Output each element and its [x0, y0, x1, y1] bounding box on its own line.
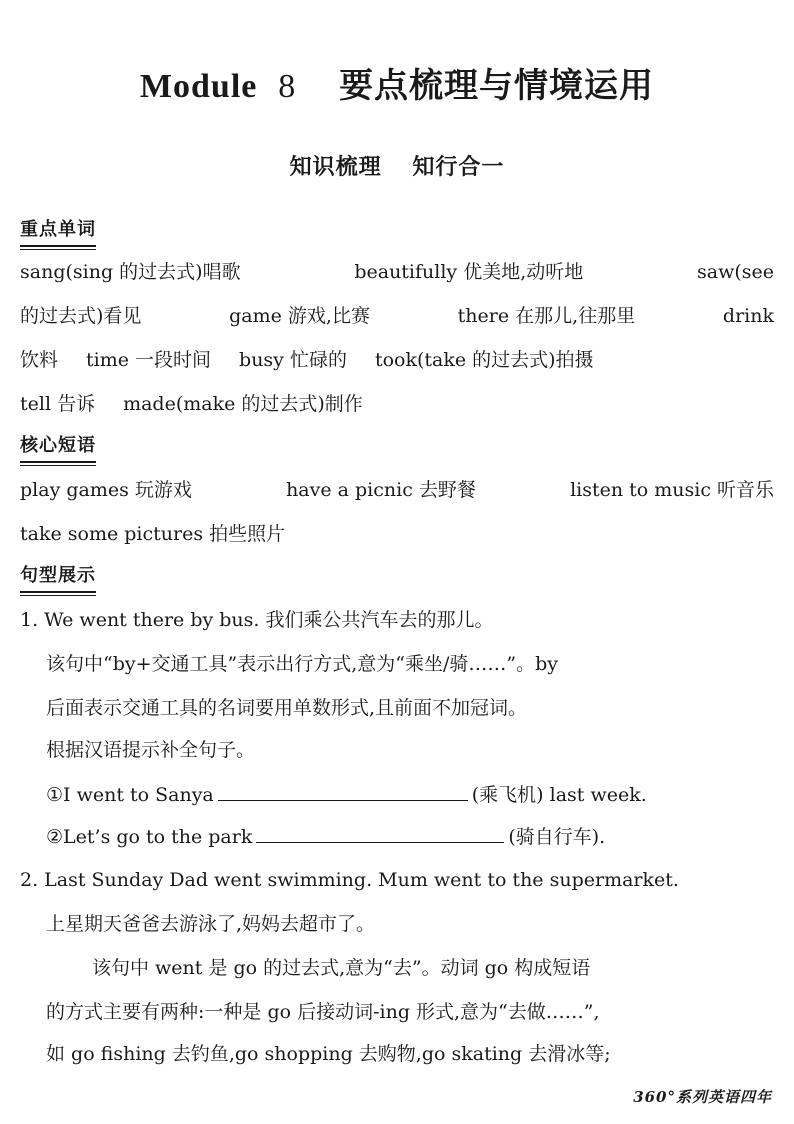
pattern-2-explain-3: 如 go fishing 去钓鱼,go shopping 去购物,go skating 去滑冰等; — [46, 1043, 611, 1065]
phrase-item: have a picnic 去野餐 — [286, 479, 476, 501]
phrase-item: take some pictures 拍些照片 — [20, 523, 286, 545]
vocab-item: there 在那儿,往那里 — [457, 305, 636, 327]
vocab-item: took(take 的过去式)拍摄 — [374, 349, 594, 371]
subtitle-right: 知行合一 — [412, 155, 505, 180]
vocab-line-1 — [20, 258, 774, 286]
exercise-1 — [46, 780, 774, 809]
vocab-line-2 — [20, 302, 774, 330]
page-footer: 360°系列英语四年 — [633, 1088, 772, 1106]
phrase-item: play games 玩游戏 — [20, 479, 192, 501]
pattern-2-explain-1: 该句中 went 是 go 的过去式,意为“去”。动词 go 构成短语 — [92, 957, 591, 979]
pattern-1-task: 根据汉语提示补全句子。 — [46, 739, 256, 761]
module-number: 8 — [278, 68, 297, 105]
answer-blank-2[interactable] — [256, 822, 504, 843]
subtitle-left: 知识梳理 — [289, 155, 382, 180]
vocab-item: 饮料 — [20, 349, 59, 371]
vocab-item: saw(see — [697, 261, 774, 283]
module-title: 要点梳理与情境运用 — [339, 66, 655, 106]
vocab-item: drink — [722, 305, 774, 327]
pattern-1-explain-1: 该句中“by+交通工具”表示出行方式,意为“乘坐/骑……”。by — [46, 653, 559, 675]
exercise-2-hint: (骑自行车). — [508, 826, 606, 848]
pattern-2-explain-2: 的方式主要有两种:一种是 go 后接动词-ing 形式,意为“去做……”, — [46, 1001, 600, 1023]
patterns-heading: 句型展示 — [20, 562, 96, 593]
vocab-item: time 一段时间 — [86, 349, 212, 371]
vocab-item: sang(sing 的过去式)唱歌 — [20, 261, 241, 283]
module-word: Module — [139, 68, 258, 105]
phrases-line-1 — [20, 476, 774, 504]
section-subtitle — [0, 150, 794, 181]
exercise-1-hint: (乘飞机) last week. — [471, 784, 647, 806]
vocab-item: busy 忙碌的 — [239, 349, 347, 371]
vocab-line-4 — [20, 390, 774, 418]
vocab-item: game 游戏,比赛 — [229, 305, 370, 327]
pattern-2-sentence: 2. Last Sunday Dad went swimming. Mum went to the supermarket. — [20, 869, 679, 891]
vocab-heading: 重点单词 — [20, 216, 96, 247]
pattern-1-sentence: 1. We went there by bus. 我们乘公共汽车去的那儿。 — [20, 609, 494, 631]
phrases-heading: 核心短语 — [20, 432, 96, 463]
vocab-item: made(make 的过去式)制作 — [123, 393, 363, 415]
vocab-item: 的过去式)看见 — [20, 305, 142, 327]
vocab-item: tell 告诉 — [20, 393, 96, 415]
phrases-line-2 — [20, 520, 774, 548]
exercise-2 — [46, 822, 774, 851]
page-title — [0, 58, 794, 107]
exercise-2-prompt: ②Let’s go to the park — [46, 826, 253, 848]
phrase-item: listen to music 听音乐 — [570, 479, 774, 501]
answer-blank-1[interactable] — [218, 780, 468, 801]
exercise-1-prompt: ①I went to Sanya — [46, 784, 214, 806]
vocab-line-3 — [20, 346, 774, 374]
pattern-1-explain-2: 后面表示交通工具的名词要用单数形式,且前面不加冠词。 — [46, 697, 528, 719]
vocab-item: beautifully 优美地,动听地 — [354, 261, 584, 283]
pattern-2-translation: 上星期天爸爸去游泳了,妈妈去超市了。 — [46, 913, 376, 935]
